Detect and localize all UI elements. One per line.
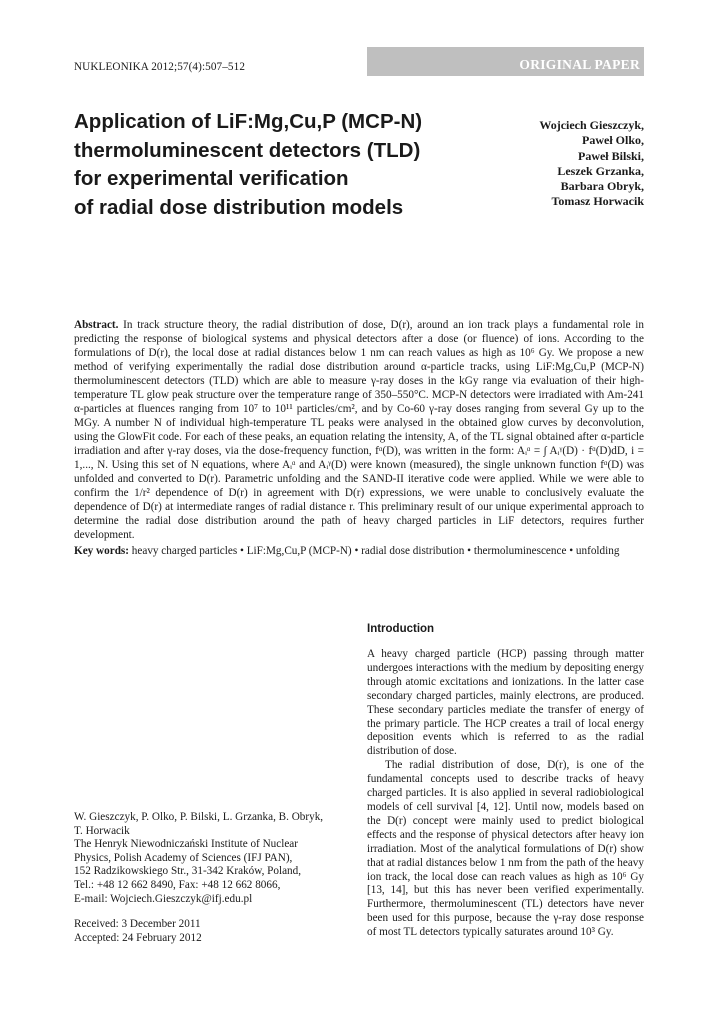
- author-list: [539, 118, 644, 210]
- title-line: thermoluminescent detectors (TLD): [74, 138, 421, 162]
- introduction-body: [367, 648, 644, 940]
- keywords-text: heavy charged particles • LiF:Mg,Cu,P (MCP-N) • radial dose distribution • thermoluminescence • unfolding: [131, 545, 620, 557]
- paper-title: [74, 108, 434, 222]
- affiliation-line: T. Horwacik: [74, 824, 130, 837]
- accepted-date: Accepted: 24 February 2012: [74, 931, 202, 944]
- author: Wojciech Gieszczyk,: [539, 118, 644, 132]
- affiliation-line: 152 Radzikowskiego Str., 31-342 Kraków, Poland,: [74, 865, 302, 878]
- section-heading-introduction: Introduction: [367, 623, 435, 635]
- affiliation-line: Physics, Polish Academy of Sciences (IFJ PAN),: [74, 851, 293, 864]
- title-line: for experimental verification: [74, 167, 349, 190]
- article-dates: [74, 918, 354, 945]
- abstract-label: Abstract.: [74, 319, 119, 331]
- author: Barbara Obryk,: [560, 179, 644, 194]
- title-line: Application of LiF:Mg,Cu,P (MCP-N): [74, 110, 423, 133]
- received-date: Received: 3 December 2011: [74, 918, 201, 930]
- journal-citation: NUKLEONIKA 2012;57(4):507–512: [74, 61, 246, 73]
- keywords-label: Key words:: [74, 545, 129, 557]
- abstract: [74, 318, 644, 542]
- email-line: E-mail: Wojciech.Gieszczyk@ifj.edu.pl: [74, 892, 253, 905]
- title-line: of radial dose distribution models: [74, 195, 404, 219]
- abstract-text: In track structure theory, the radial distribution of dose, D(r), around an ion track plays a fundamental role in predicting the response of biological systems and physical detectors after a dose (or fluence) of ions. According to the formulations of D(r), the local dose at radial distances below 1 nm can reach values as high as 10⁶ Gy. We propose a new method of verifying experimentally the radial dose distribution around α-particle tracks, using LiF:Mg,Cu,P (MCP-N) thermoluminescent detectors (TLD) which are able to measure γ-ray doses in the kGy range via evaluation of their high-temperature TL glow peak structure over the temperature range of 350–550°C. MCP-N detectors were irradiated with Am-241 α-particles at fluences ranging from 10⁷ to 10¹¹ particles/cm², and by Co-60 γ-ray doses ranging from several Gy up to the MGy. A number N of individual high-temperature TL peaks were analysed in the obtained glow curves by deconvolution, using the GlowFit code. For each of these peaks, an equation relating the intensity, A, of the TL signal obtained after α-particle irradiation and after γ-ray doses, via the dose-frequency function, fᵅ(D), was written in the form: Aᵢᵅ = ∫ Aᵢᵞ(D) · fᵅ(D)dD, i = 1,..., N. Using this set of N equations, where Aᵢᵅ and Aᵢᵞ(D) were known (measured), the single unknown function fᵅ(D) was unfolded and converted to D(r). Parametric unfolding and the SAND-II iterative code were applied. While we were able to confirm the 1/r² dependence of D(r) in agreement with D(r) expressions, we were unable to conclusively evaluate the dependence of D(r) at intermediate ranges of radial distance r. This preliminary result of our unique experimental approach to determine the radial dose distribution around the path of heavy charged particles in LiF detectors, requires further development.: [74, 319, 644, 541]
- article-type-badge: ORIGINAL PAPER: [367, 47, 644, 76]
- author: Leszek Grzanka,: [557, 163, 644, 178]
- paragraph: The radial distribution of dose, D(r), is one of the fundamental concepts used to describe tracks of heavy charged particles. It is also applied in several radiobiological models of cell survival [4, 12]. Until now, models based on the D(r) concept were mainly used to predict biological effects and the response of physical detectors after heavy ion irradiation. Most of the analytical formulations of D(r) show that at radial distances below 1 nm from the path of the heavy ion track, the local dose can reach values as high as 10⁶ Gy [13, 14], but this has never been verified experimentally. Furthermore, thermoluminescent (TL) detectors have never been used for this purpose, because the γ-ray dose response of most TL detectors typically saturates around 10³ Gy.: [367, 759, 644, 939]
- affiliation-line: W. Gieszczyk, P. Olko, P. Bilski, L. Grzanka, B. Obryk,: [74, 811, 324, 823]
- author: Tomasz Horwacik: [551, 194, 644, 209]
- affiliation-line: Tel.: +48 12 662 8490, Fax: +48 12 662 8066,: [74, 878, 281, 891]
- affiliation-line: The Henryk Niewodniczański Institute of Nuclear: [74, 838, 298, 851]
- author: Paweł Olko,: [582, 133, 644, 148]
- author: Paweł Bilski,: [577, 148, 644, 163]
- paragraph: A heavy charged particle (HCP) passing through matter undergoes interactions with the medium by depositing energy through atomic excitations and ionizations. In the latter case secondary charged particles, mainly electrons, are produced. These secondary particles mediate the transfer of energy of the primary particle. The HCP creates a trail of local energy deposition events which is referred to as the radial distribution of dose.: [367, 648, 644, 758]
- keywords: [74, 544, 644, 558]
- affiliation: [74, 811, 354, 906]
